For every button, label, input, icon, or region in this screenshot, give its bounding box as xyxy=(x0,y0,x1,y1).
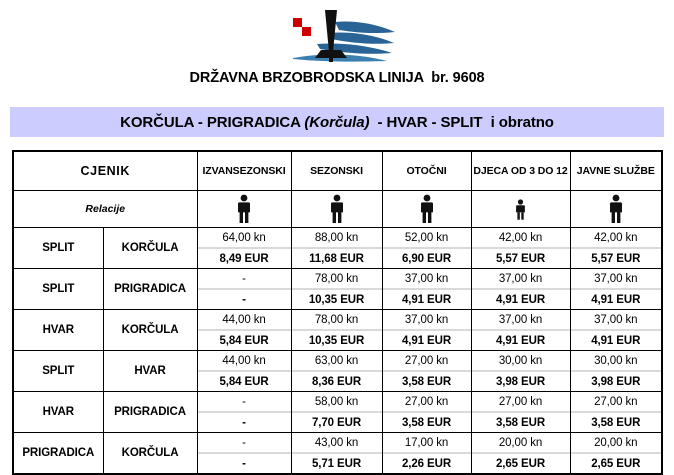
row-destination: PRIGRADICA xyxy=(103,269,197,310)
header-javne-sluzbe: JAVNE SLUŽBE xyxy=(570,151,662,191)
price-izvansezonski xyxy=(197,392,291,433)
row-origin: HVAR xyxy=(13,310,103,351)
price-eur: 3,58 EUR xyxy=(401,375,452,388)
price-eur: 2,65 EUR xyxy=(591,457,641,470)
price-otocni xyxy=(382,392,471,433)
price-otocni xyxy=(382,310,471,351)
price-kn: 78,00 kn xyxy=(292,269,382,290)
row-origin: SPLIT xyxy=(13,228,103,269)
price-kn: 20,00 kn xyxy=(571,433,662,454)
price-eur: 5,84 EUR xyxy=(219,334,269,347)
price-kn: 37,00 kn xyxy=(472,269,570,290)
header-izvansezonski: IZVANSEZONSKI xyxy=(197,151,291,191)
price-eur: 2,26 EUR xyxy=(401,457,452,470)
price-eur: 10,35 EUR xyxy=(308,293,365,306)
price-eur: 5,57 EUR xyxy=(591,252,641,265)
icon-cell-sezonski xyxy=(291,191,382,228)
route-text-before: KORČULA - PRIGRADICA xyxy=(120,113,305,131)
price-eur: 4,91 EUR xyxy=(495,293,546,306)
price-kn: 37,00 kn xyxy=(571,310,662,331)
price-kn: 37,00 kn xyxy=(383,269,471,290)
price-kn: 37,00 kn xyxy=(472,310,570,331)
price-eur: 8,36 EUR xyxy=(311,375,362,388)
price-javne-sluzbe xyxy=(570,310,662,351)
price-djeca xyxy=(471,310,570,351)
price-izvansezonski xyxy=(197,228,291,269)
icon-cell-javne-sluzbe xyxy=(570,191,662,228)
price-kn: 88,00 kn xyxy=(292,228,382,249)
route-text-after: - HVAR - SPLIT i obratno xyxy=(369,113,554,131)
price-kn: 30,00 kn xyxy=(472,351,570,372)
relacije-label: Relacije xyxy=(13,191,197,228)
price-eur: 4,91 EUR xyxy=(591,293,641,306)
adult-person-icon xyxy=(607,194,625,224)
price-eur: 5,71 EUR xyxy=(311,457,362,470)
price-sezonski xyxy=(291,228,382,269)
price-kn: 44,00 kn xyxy=(198,351,291,372)
header-otocni: OTOČNI xyxy=(382,151,471,191)
price-djeca xyxy=(471,433,570,475)
price-otocni xyxy=(382,433,471,475)
price-kn: 78,00 kn xyxy=(292,310,382,331)
price-sezonski xyxy=(291,269,382,310)
price-javne-sluzbe xyxy=(570,433,662,475)
table-row xyxy=(13,228,662,269)
price-eur: 8,49 EUR xyxy=(219,252,269,265)
route-text-italic: (Korčula) xyxy=(304,113,370,131)
price-kn: 27,00 kn xyxy=(383,351,471,372)
price-javne-sluzbe xyxy=(570,351,662,392)
price-djeca xyxy=(471,269,570,310)
header-sezonski: SEZONSKI xyxy=(291,151,382,191)
price-eur: 3,58 EUR xyxy=(495,416,546,429)
icon-cell-otocni xyxy=(382,191,471,228)
price-kn: 27,00 kn xyxy=(383,392,471,413)
price-eur: 11,68 EUR xyxy=(309,252,364,265)
header-row-labels xyxy=(13,151,662,191)
price-table xyxy=(12,150,663,475)
row-destination: KORČULA xyxy=(103,310,197,351)
price-kn: - xyxy=(198,392,291,413)
price-eur: 10,35 EUR xyxy=(308,334,365,347)
row-origin: HVAR xyxy=(13,392,103,433)
price-kn: 20,00 kn xyxy=(472,433,570,454)
route-banner-text xyxy=(120,114,554,131)
price-javne-sluzbe xyxy=(570,392,662,433)
price-kn: 27,00 kn xyxy=(472,392,570,413)
route-banner xyxy=(10,107,664,137)
price-kn: 42,00 kn xyxy=(571,228,662,249)
price-eur: 4,91 EUR xyxy=(591,334,641,347)
price-izvansezonski xyxy=(197,310,291,351)
price-javne-sluzbe xyxy=(570,269,662,310)
price-eur: 3,58 EUR xyxy=(591,416,641,429)
price-eur: - xyxy=(242,416,246,429)
icon-cell-izvansezonski xyxy=(197,191,291,228)
price-izvansezonski xyxy=(197,351,291,392)
row-origin: PRIGRADICA xyxy=(13,433,103,475)
price-eur: 4,91 EUR xyxy=(401,334,452,347)
price-kn: 52,00 kn xyxy=(383,228,471,249)
table-row xyxy=(13,269,662,310)
price-eur: 2,65 EUR xyxy=(495,457,546,470)
price-djeca xyxy=(471,228,570,269)
price-kn: 37,00 kn xyxy=(383,310,471,331)
price-eur: - xyxy=(242,293,246,306)
row-destination: HVAR xyxy=(103,351,197,392)
price-eur: 6,90 EUR xyxy=(401,252,452,265)
price-eur: - xyxy=(242,457,246,470)
row-origin: SPLIT xyxy=(13,351,103,392)
price-eur: 4,91 EUR xyxy=(495,334,546,347)
price-izvansezonski xyxy=(197,433,291,475)
price-sezonski xyxy=(291,433,382,475)
icon-cell-djeca xyxy=(471,191,570,228)
price-javne-sluzbe xyxy=(570,228,662,269)
price-kn: 17,00 kn xyxy=(383,433,471,454)
price-sezonski xyxy=(291,351,382,392)
price-izvansezonski xyxy=(197,269,291,310)
price-eur: 3,58 EUR xyxy=(401,416,452,429)
table-row xyxy=(13,392,662,433)
price-kn: 37,00 kn xyxy=(571,269,662,290)
company-logo xyxy=(0,4,674,70)
table-row xyxy=(13,351,662,392)
row-destination: KORČULA xyxy=(103,228,197,269)
row-destination: PRIGRADICA xyxy=(103,392,197,433)
price-otocni xyxy=(382,351,471,392)
header-row-icons xyxy=(13,191,662,228)
child-person-icon xyxy=(514,199,527,220)
adult-person-icon xyxy=(235,194,253,224)
price-kn: 63,00 kn xyxy=(292,351,382,372)
price-kn: - xyxy=(198,269,291,290)
ship-logo-icon xyxy=(273,6,401,68)
header-cjenik: CJENIK xyxy=(13,151,197,191)
adult-person-icon xyxy=(418,194,436,224)
table-header xyxy=(13,151,662,228)
price-eur: 3,98 EUR xyxy=(591,375,641,388)
table-row xyxy=(13,310,662,351)
price-kn: 64,00 kn xyxy=(198,228,291,249)
header-djeca: DJECA OD 3 DO 12 xyxy=(471,151,570,191)
price-sezonski xyxy=(291,392,382,433)
table-body xyxy=(13,228,662,475)
row-destination: KORČULA xyxy=(103,433,197,475)
price-kn: 27,00 kn xyxy=(571,392,662,413)
row-origin: SPLIT xyxy=(13,269,103,310)
page-title: DRŽAVNA BRZOBRODSKA LINIJA br. 9608 xyxy=(189,70,485,86)
table-row xyxy=(13,433,662,475)
price-kn: 43,00 kn xyxy=(292,433,382,454)
price-kn: 30,00 kn xyxy=(571,351,662,372)
price-eur: 4,91 EUR xyxy=(401,293,452,306)
price-eur: 5,84 EUR xyxy=(219,375,269,388)
price-kn: 42,00 kn xyxy=(472,228,570,249)
price-djeca xyxy=(471,392,570,433)
price-kn: 58,00 kn xyxy=(292,392,382,413)
price-kn: 44,00 kn xyxy=(198,310,291,331)
price-sezonski xyxy=(291,310,382,351)
price-kn: - xyxy=(198,433,291,454)
price-eur: 3,98 EUR xyxy=(495,375,546,388)
adult-person-icon xyxy=(328,194,346,224)
price-eur: 7,70 EUR xyxy=(311,416,362,429)
price-eur: 5,57 EUR xyxy=(495,252,546,265)
price-otocni xyxy=(382,228,471,269)
price-djeca xyxy=(471,351,570,392)
price-otocni xyxy=(382,269,471,310)
